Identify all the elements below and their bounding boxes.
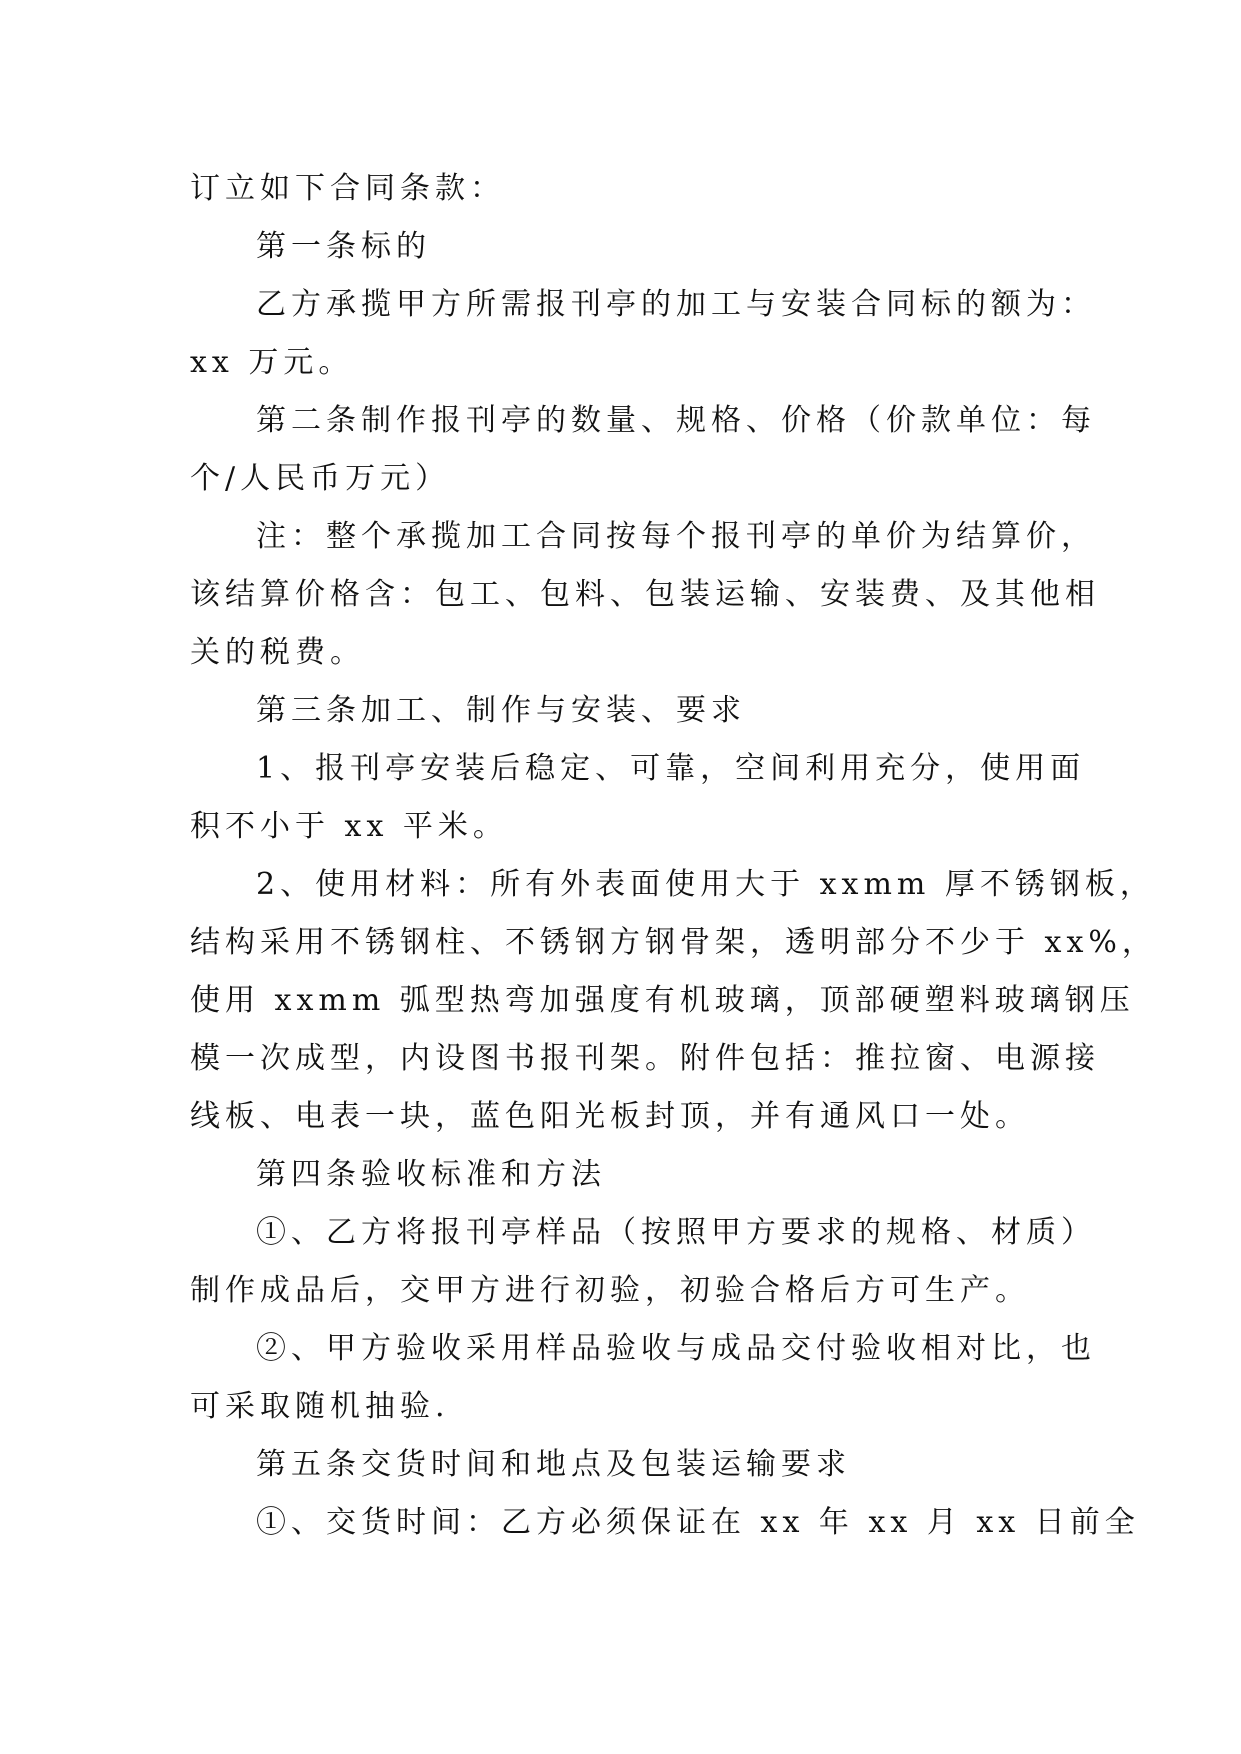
text-line: 个/人民币万元） bbox=[190, 461, 451, 496]
text-line: 制作成品后，交甲方进行初验，初验合格后方可生产。 bbox=[190, 1273, 1030, 1308]
clause-heading-2: 第二条制作报刊亭的数量、规格、价格（价款单位：每 bbox=[256, 403, 1096, 438]
paragraph-line: 乙方承揽甲方所需报刊亭的加工与安装合同标的额为： bbox=[256, 287, 1096, 322]
item-1-line: 1、报刊亭安装后稳定、可靠，空间利用充分，使用面 bbox=[256, 751, 1086, 786]
item-2-line: 2、使用材料：所有外表面使用大于 xxmm 厚不锈钢板， bbox=[256, 867, 1155, 902]
clause-heading-4: 第四条验收标准和方法 bbox=[256, 1157, 606, 1192]
text-line: 模一次成型，内设图书报刊架。附件包括：推拉窗、电源接 bbox=[190, 1041, 1100, 1076]
text-line: 结构采用不锈钢柱、不锈钢方钢骨架，透明部分不少于 xx%， bbox=[190, 925, 1157, 960]
note-paragraph-line: 注：整个承揽加工合同按每个报刊亭的单价为结算价， bbox=[256, 519, 1096, 554]
text-line: 可采取随机抽验. bbox=[190, 1389, 450, 1424]
circled-item-1-line: ①、乙方将报刊亭样品（按照甲方要求的规格、材质） bbox=[256, 1215, 1096, 1250]
clause-heading-1: 第一条标的 bbox=[256, 229, 431, 264]
text-line: 该结算价格含：包工、包料、包装运输、安装费、及其他相 bbox=[190, 577, 1100, 612]
circled-item-2-line: ②、甲方验收采用样品验收与成品交付验收相对比，也 bbox=[256, 1331, 1096, 1366]
text-line: 使用 xxmm 弧型热弯加强度有机玻璃，顶部硬塑料玻璃钢压 bbox=[190, 983, 1135, 1018]
text-line: 订立如下合同条款： bbox=[190, 171, 505, 206]
text-line: 积不小于 xx 平米。 bbox=[190, 809, 508, 844]
text-line: 线板、电表一块，蓝色阳光板封顶，并有通风口一处。 bbox=[190, 1099, 1030, 1134]
clause-heading-3: 第三条加工、制作与安装、要求 bbox=[256, 693, 746, 728]
clause-heading-5: 第五条交货时间和地点及包装运输要求 bbox=[256, 1447, 851, 1482]
text-line: xx 万元。 bbox=[190, 345, 354, 380]
circled-item-1-line: ①、交货时间：乙方必须保证在 xx 年 xx 月 xx 日前全 bbox=[256, 1505, 1140, 1540]
text-line: 关的税费。 bbox=[190, 635, 365, 670]
contract-text-body bbox=[190, 160, 1157, 1552]
